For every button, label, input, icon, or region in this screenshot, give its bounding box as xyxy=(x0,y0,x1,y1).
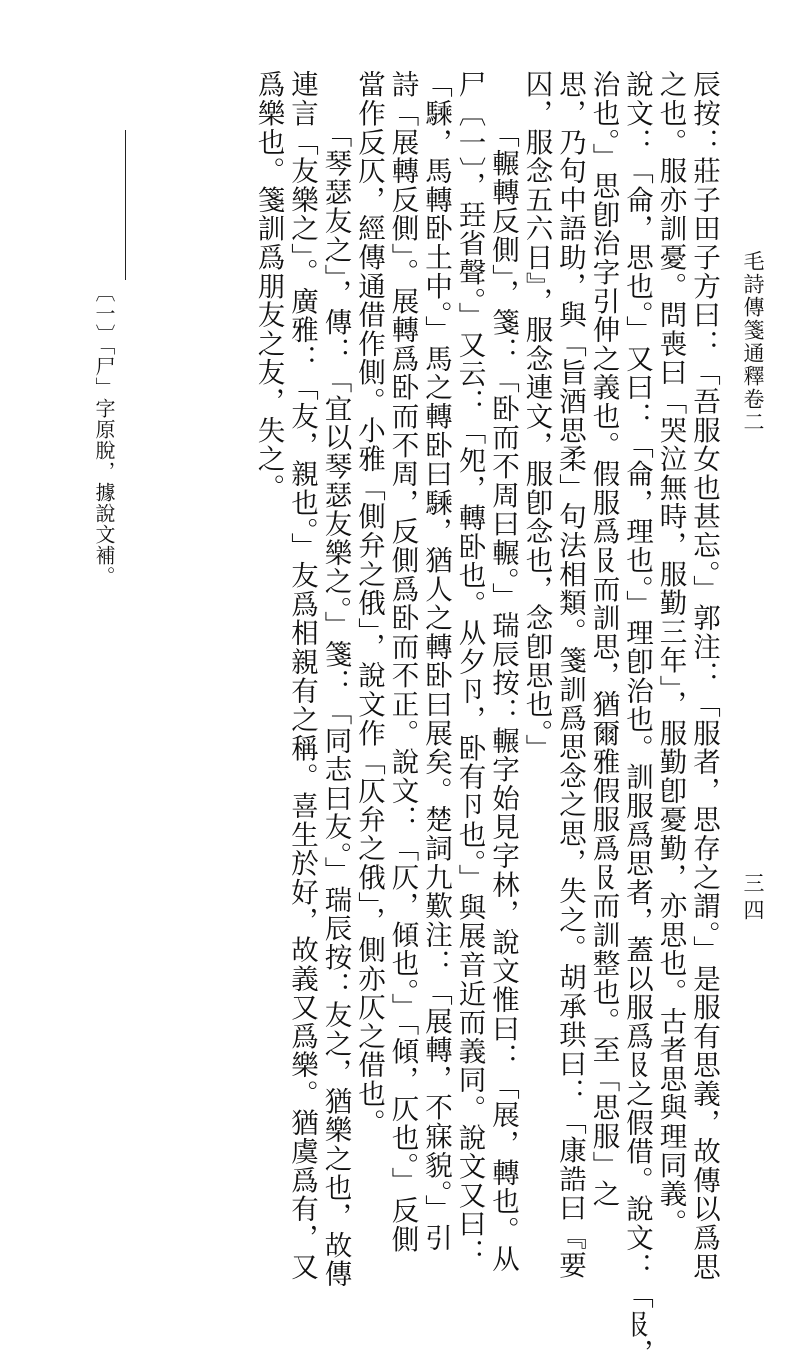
text-column-content: 「琴瑟友之」，傳：「宜以琴瑟友樂之。」箋：「同志曰友。」瑞辰按：友之，猶樂之也，故傳 xyxy=(319,120,352,1289)
text-column: 治也。」思卽治字引伸之義也。假服爲𠬝而訓思，猶爾雅假服爲𠬝而訓整也。至「思服」之 xyxy=(587,70,620,1209)
text-column: 詩「展轉反側」。展轉爲卧而不周，反側爲卧而不正。說文：「仄，傾也。」「傾，仄也。」反側 xyxy=(386,70,419,1254)
text-column xyxy=(486,70,520,1274)
text-column: 連言「友樂之」。廣雅：「友，親也。」友爲相親有之稱。喜生於好，故義又爲樂。猶虞爲有，又 xyxy=(286,70,318,1281)
text-column: 爲樂也。箋訓爲朋友之友，失之。 xyxy=(252,70,285,502)
text-column: 當作反仄，經傳通借作側。小雅「側弁之俄」，說文作「仄弁之俄」，側亦仄之借也。 xyxy=(353,70,385,1137)
text-column: 思，乃句中語助，與「旨酒思柔」句法相類。箋訓爲思念之思，失之。胡承珙曰：「康誥曰『要 xyxy=(554,70,586,1280)
footnote-divider xyxy=(125,130,126,280)
text-column: 「騬，馬轉卧土中。」馬之轉卧曰騬，猶人之轉卧曰展矣。楚詞九歎注：「展轉，不寐貌。」引 xyxy=(420,70,452,1253)
page-number: 三四 xyxy=(741,872,765,926)
footnote: 〔一〕「尸」字原脫，據說文補。 xyxy=(92,282,116,587)
body-text xyxy=(251,70,720,1367)
text-column xyxy=(318,70,352,1289)
text-column: 尸〔一〕，㠭省聲。」又云：「夗，轉卧也。从夕卪，卧有卪也。」與展音近而義同。說文又曰： xyxy=(453,70,486,1268)
text-column: 說文：「侖，思也。」又曰：「侖，理也。」理卽治也。訓服爲思者，蓋以服爲𠬝之假借。說文：「𠬝， xyxy=(621,70,653,1367)
header-title: 毛詩傳箋通釋卷二 xyxy=(741,250,765,434)
text-column: 囚，服念五六日』，服念連文，服卽念也，念卽思也。」 xyxy=(520,70,553,763)
text-column: 之也。服亦訓憂。問喪曰「哭泣無時，服勤三年」，服勤卽憂勤，亦思也。古者思與理同義。 xyxy=(654,70,687,1238)
text-column-content: 「輾轉反側」，箋：「卧而不周曰輾。」瑞辰按：輾字始見字林，說文惟曰：「展，轉也。从 xyxy=(487,120,519,1274)
text-column: 辰按：莊子田子方曰：「吾服女也甚忘。」郭注：「服者，思存之謂。」是服有思義，故傳以爲思 xyxy=(688,70,720,1281)
